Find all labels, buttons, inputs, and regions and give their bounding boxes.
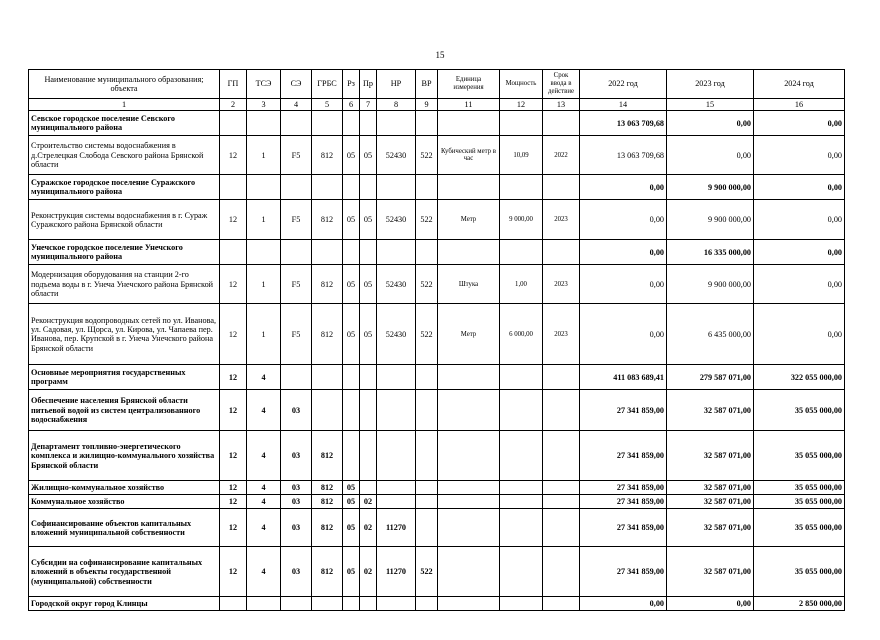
table-cell bbox=[416, 365, 438, 390]
table-cell: 05 bbox=[343, 495, 360, 509]
table-cell bbox=[377, 431, 416, 481]
table-cell: 1 bbox=[247, 136, 281, 175]
table-cell: 12 bbox=[220, 481, 247, 495]
table-cell bbox=[220, 597, 247, 611]
row-name-cell: Жилищно-коммунальное хозяйство bbox=[29, 481, 220, 495]
table-row bbox=[29, 304, 845, 365]
table-cell bbox=[247, 240, 281, 265]
table-cell bbox=[343, 597, 360, 611]
row-name-cell: Севское городское поселение Севского муниципального района bbox=[29, 111, 220, 136]
table-cell: 27 341 859,00 bbox=[580, 509, 667, 547]
table-cell: 4 bbox=[247, 547, 281, 597]
table-cell bbox=[247, 597, 281, 611]
table-cell bbox=[360, 240, 377, 265]
table-cell: Кубический метр в час bbox=[438, 136, 500, 175]
table-cell: 02 bbox=[360, 509, 377, 547]
table-cell: F5 bbox=[281, 136, 312, 175]
table-cell: 2 850 000,00 bbox=[754, 597, 845, 611]
table-cell: 03 bbox=[281, 481, 312, 495]
row-name-cell: Суражское городское поселение Суражского муниципального района bbox=[29, 175, 220, 200]
table-cell: 2023 bbox=[543, 304, 580, 365]
table-cell bbox=[416, 481, 438, 495]
column-index: 6 bbox=[343, 99, 360, 111]
table-cell: 27 341 859,00 bbox=[580, 390, 667, 431]
table-cell bbox=[360, 481, 377, 495]
column-index: 5 bbox=[312, 99, 343, 111]
table-cell: 0,00 bbox=[580, 200, 667, 240]
table-cell: 0,00 bbox=[754, 304, 845, 365]
table-cell: 4 bbox=[247, 509, 281, 547]
table-cell: 05 bbox=[360, 265, 377, 304]
table-cell: 35 055 000,00 bbox=[754, 547, 845, 597]
table-cell bbox=[438, 547, 500, 597]
column-index: 16 bbox=[754, 99, 845, 111]
table-cell bbox=[438, 365, 500, 390]
table-cell bbox=[377, 390, 416, 431]
header-cell: Рз bbox=[343, 70, 360, 99]
table-row bbox=[29, 136, 845, 175]
table-cell: 16 335 000,00 bbox=[667, 240, 754, 265]
table-cell: 05 bbox=[343, 200, 360, 240]
table-cell: 05 bbox=[360, 200, 377, 240]
table-cell bbox=[220, 111, 247, 136]
table-cell: 0,00 bbox=[754, 265, 845, 304]
table-cell: 322 055 000,00 bbox=[754, 365, 845, 390]
table-cell bbox=[416, 240, 438, 265]
table-cell: 52430 bbox=[377, 304, 416, 365]
table-cell: 0,00 bbox=[754, 175, 845, 200]
table-row bbox=[29, 509, 845, 547]
table-cell: 0,00 bbox=[580, 304, 667, 365]
table-cell bbox=[281, 111, 312, 136]
table-cell: 522 bbox=[416, 547, 438, 597]
table-cell: 812 bbox=[312, 481, 343, 495]
table-cell: 1 bbox=[247, 304, 281, 365]
table-cell: 9 000,00 bbox=[500, 200, 543, 240]
table-cell: 10,09 bbox=[500, 136, 543, 175]
table-cell bbox=[416, 495, 438, 509]
header-row bbox=[29, 70, 845, 99]
table-cell bbox=[438, 597, 500, 611]
table-cell: 812 bbox=[312, 304, 343, 365]
table-cell: 27 341 859,00 bbox=[580, 481, 667, 495]
table-cell bbox=[500, 111, 543, 136]
table-cell bbox=[416, 431, 438, 481]
table-cell bbox=[543, 390, 580, 431]
table-cell: 12 bbox=[220, 547, 247, 597]
table-cell bbox=[281, 175, 312, 200]
table-cell: 4 bbox=[247, 390, 281, 431]
table-cell bbox=[343, 240, 360, 265]
table-cell: 03 bbox=[281, 390, 312, 431]
column-index: 11 bbox=[438, 99, 500, 111]
table-cell: 12 bbox=[220, 200, 247, 240]
table-cell: 12 bbox=[220, 495, 247, 509]
row-name-cell: Реконструкция водопроводных сетей по ул. Иванова, ул. Садовая, ул. Щорса, ул. Кирова, ул. Чапаева пер. Иванова, пер. Крупской в г. Унеча Унечского района Брянской области bbox=[29, 304, 220, 365]
table-cell: 812 bbox=[312, 431, 343, 481]
table-cell bbox=[438, 111, 500, 136]
table-cell bbox=[500, 240, 543, 265]
table-cell bbox=[281, 240, 312, 265]
table-cell: 2022 bbox=[543, 136, 580, 175]
page-number: 15 bbox=[435, 50, 445, 60]
table-cell: 12 bbox=[220, 265, 247, 304]
table-cell: 0,00 bbox=[754, 111, 845, 136]
table-cell bbox=[438, 175, 500, 200]
budget-table bbox=[28, 69, 845, 611]
table-cell bbox=[500, 597, 543, 611]
row-name-cell: Обеспечение населения Брянской области питьевой водой из систем централизованного водоснабжения bbox=[29, 390, 220, 431]
table-cell bbox=[360, 597, 377, 611]
row-name-cell: Коммунальное хозяйство bbox=[29, 495, 220, 509]
table-cell bbox=[377, 111, 416, 136]
table-cell bbox=[500, 547, 543, 597]
table-cell bbox=[343, 111, 360, 136]
table-cell: 0,00 bbox=[667, 111, 754, 136]
row-name-cell: Софинансирование объектов капитальных вложений муниципальной собственности bbox=[29, 509, 220, 547]
table-cell: 05 bbox=[343, 304, 360, 365]
table-cell bbox=[500, 365, 543, 390]
column-index: 1 bbox=[29, 99, 220, 111]
table-cell: 4 bbox=[247, 495, 281, 509]
table-cell: 13 063 709,68 bbox=[580, 136, 667, 175]
table-cell bbox=[312, 390, 343, 431]
table-cell bbox=[543, 547, 580, 597]
table-cell: 9 900 000,00 bbox=[667, 265, 754, 304]
header-cell: Наименование муниципального образования; объекта bbox=[29, 70, 220, 99]
table-cell bbox=[500, 175, 543, 200]
table-row bbox=[29, 111, 845, 136]
header-cell: ТСЭ bbox=[247, 70, 281, 99]
table-cell: 03 bbox=[281, 547, 312, 597]
table-cell: 12 bbox=[220, 431, 247, 481]
table-cell: 12 bbox=[220, 136, 247, 175]
table-cell: 03 bbox=[281, 495, 312, 509]
table-cell bbox=[500, 509, 543, 547]
header-cell: НР bbox=[377, 70, 416, 99]
table-cell bbox=[543, 495, 580, 509]
table-cell bbox=[543, 431, 580, 481]
table-cell: 0,00 bbox=[754, 200, 845, 240]
table-cell bbox=[500, 495, 543, 509]
header-cell: ВР bbox=[416, 70, 438, 99]
table-cell: 05 bbox=[343, 509, 360, 547]
table-cell bbox=[500, 390, 543, 431]
table-cell: 9 900 000,00 bbox=[667, 175, 754, 200]
table-cell: 4 bbox=[247, 431, 281, 481]
table-cell: 812 bbox=[312, 547, 343, 597]
row-name-cell: Субсидии на софинансирование капитальных вложений в объекты государственной (муниципальной) собственности bbox=[29, 547, 220, 597]
table-cell bbox=[500, 481, 543, 495]
table-row bbox=[29, 495, 845, 509]
row-name-cell: Реконструкция системы водоснабжения в г. Сураж Суражского района Брянской области bbox=[29, 200, 220, 240]
table-cell bbox=[377, 495, 416, 509]
table-cell: 32 587 071,00 bbox=[667, 390, 754, 431]
table-cell bbox=[377, 240, 416, 265]
table-cell: 812 bbox=[312, 509, 343, 547]
table-cell: 05 bbox=[343, 481, 360, 495]
column-index: 2 bbox=[220, 99, 247, 111]
table-cell bbox=[416, 111, 438, 136]
row-name-cell: Городской округ город Клинцы bbox=[29, 597, 220, 611]
table-row bbox=[29, 240, 845, 265]
table-cell: 32 587 071,00 bbox=[667, 481, 754, 495]
table-cell: 12 bbox=[220, 365, 247, 390]
header-cell: Срок ввода в действие bbox=[543, 70, 580, 99]
table-cell: 32 587 071,00 bbox=[667, 547, 754, 597]
table-cell bbox=[360, 390, 377, 431]
table-row bbox=[29, 200, 845, 240]
table-cell: 32 587 071,00 bbox=[667, 495, 754, 509]
table-cell: 0,00 bbox=[580, 175, 667, 200]
table-cell bbox=[377, 175, 416, 200]
table-cell: Метр bbox=[438, 200, 500, 240]
table-row bbox=[29, 431, 845, 481]
table-cell bbox=[312, 597, 343, 611]
table-row bbox=[29, 547, 845, 597]
header-cell: 2023 год bbox=[667, 70, 754, 99]
header-cell: Единица измерения bbox=[438, 70, 500, 99]
table-cell: 812 bbox=[312, 200, 343, 240]
column-index: 12 bbox=[500, 99, 543, 111]
table-row bbox=[29, 481, 845, 495]
table-row bbox=[29, 175, 845, 200]
table-cell bbox=[416, 175, 438, 200]
table-cell bbox=[416, 597, 438, 611]
header-cell: ГП bbox=[220, 70, 247, 99]
table-cell: 4 bbox=[247, 481, 281, 495]
table-cell: 05 bbox=[360, 304, 377, 365]
column-index-row bbox=[29, 99, 845, 111]
table-cell: 812 bbox=[312, 265, 343, 304]
table-cell: 1,00 bbox=[500, 265, 543, 304]
table-cell: 32 587 071,00 bbox=[667, 509, 754, 547]
column-index: 14 bbox=[580, 99, 667, 111]
table-cell bbox=[377, 481, 416, 495]
table-cell: F5 bbox=[281, 200, 312, 240]
table-cell bbox=[543, 111, 580, 136]
table-cell bbox=[247, 111, 281, 136]
table-cell: 11270 bbox=[377, 509, 416, 547]
table-cell: 05 bbox=[343, 136, 360, 175]
table-cell: 522 bbox=[416, 136, 438, 175]
table-cell bbox=[220, 240, 247, 265]
table-cell: 0,00 bbox=[754, 240, 845, 265]
table-cell: 35 055 000,00 bbox=[754, 509, 845, 547]
table-cell: 812 bbox=[312, 495, 343, 509]
table-cell bbox=[343, 365, 360, 390]
header-cell: 2022 год bbox=[580, 70, 667, 99]
table-cell bbox=[438, 481, 500, 495]
table-cell: 52430 bbox=[377, 265, 416, 304]
table-cell: 27 341 859,00 bbox=[580, 431, 667, 481]
table-cell: 0,00 bbox=[667, 597, 754, 611]
table-cell: 1 bbox=[247, 200, 281, 240]
table-cell bbox=[247, 175, 281, 200]
table-cell: 1 bbox=[247, 265, 281, 304]
row-name-cell: Унечское городское поселение Унечского муниципального района bbox=[29, 240, 220, 265]
table-cell: 52430 bbox=[377, 200, 416, 240]
table-cell: 812 bbox=[312, 136, 343, 175]
table-cell: 12 bbox=[220, 304, 247, 365]
table-cell: 35 055 000,00 bbox=[754, 481, 845, 495]
header-cell: Мощность bbox=[500, 70, 543, 99]
table-cell: 0,00 bbox=[754, 136, 845, 175]
table-cell bbox=[220, 175, 247, 200]
table-cell: 32 587 071,00 bbox=[667, 431, 754, 481]
column-index: 3 bbox=[247, 99, 281, 111]
table-cell: 6 435 000,00 bbox=[667, 304, 754, 365]
table-cell bbox=[360, 111, 377, 136]
table-cell bbox=[360, 431, 377, 481]
table-cell: 02 bbox=[360, 547, 377, 597]
table-cell: 02 bbox=[360, 495, 377, 509]
row-name-cell: Модернизация оборудования на станции 2-го подъема воды в г. Унеча Унечского района Брянской области bbox=[29, 265, 220, 304]
table-cell bbox=[438, 431, 500, 481]
table-cell: 411 083 689,41 bbox=[580, 365, 667, 390]
table-cell bbox=[500, 431, 543, 481]
table-cell bbox=[543, 509, 580, 547]
table-cell: 522 bbox=[416, 200, 438, 240]
table-cell bbox=[343, 390, 360, 431]
table-cell: 0,00 bbox=[580, 240, 667, 265]
table-cell bbox=[360, 365, 377, 390]
table-cell bbox=[312, 175, 343, 200]
table-cell: 2023 bbox=[543, 200, 580, 240]
table-cell: 05 bbox=[360, 136, 377, 175]
table-cell: Метр bbox=[438, 304, 500, 365]
table-cell: 0,00 bbox=[667, 136, 754, 175]
table-row bbox=[29, 265, 845, 304]
table-cell bbox=[377, 365, 416, 390]
table-cell bbox=[438, 509, 500, 547]
table-cell: 9 900 000,00 bbox=[667, 200, 754, 240]
table-cell: 0,00 bbox=[580, 265, 667, 304]
table-cell: 12 bbox=[220, 509, 247, 547]
table-row bbox=[29, 365, 845, 390]
table-cell bbox=[543, 597, 580, 611]
column-index: 15 bbox=[667, 99, 754, 111]
table-cell: 27 341 859,00 bbox=[580, 495, 667, 509]
table-cell bbox=[281, 597, 312, 611]
column-index: 4 bbox=[281, 99, 312, 111]
table-cell: 03 bbox=[281, 509, 312, 547]
table-cell bbox=[543, 240, 580, 265]
header-cell: 2024 год bbox=[754, 70, 845, 99]
row-name-cell: Основные мероприятия государственных программ bbox=[29, 365, 220, 390]
header-cell: Пр bbox=[360, 70, 377, 99]
table-cell: 0,00 bbox=[580, 597, 667, 611]
table-cell: 35 055 000,00 bbox=[754, 431, 845, 481]
table-cell: 6 000,00 bbox=[500, 304, 543, 365]
row-name-cell: Департамент топливно-энергетического комплекса и жилищно-коммунального хозяйства Брянской области bbox=[29, 431, 220, 481]
table-row bbox=[29, 390, 845, 431]
row-name-cell: Строительство системы водоснабжения в д.Стрелецкая Слобода Севского района Брянской области bbox=[29, 136, 220, 175]
table-cell bbox=[543, 175, 580, 200]
table-cell bbox=[416, 390, 438, 431]
table-cell: 13 063 709,68 bbox=[580, 111, 667, 136]
table-cell: 12 bbox=[220, 390, 247, 431]
table-cell: 35 055 000,00 bbox=[754, 495, 845, 509]
table-cell: 03 bbox=[281, 431, 312, 481]
table-cell bbox=[312, 365, 343, 390]
column-index: 8 bbox=[377, 99, 416, 111]
table-cell bbox=[543, 481, 580, 495]
table-cell: F5 bbox=[281, 304, 312, 365]
header-cell: СЭ bbox=[281, 70, 312, 99]
table-cell bbox=[312, 111, 343, 136]
table-cell: F5 bbox=[281, 265, 312, 304]
table-cell: 522 bbox=[416, 265, 438, 304]
table-cell bbox=[312, 240, 343, 265]
table-cell: Штука bbox=[438, 265, 500, 304]
table-cell bbox=[377, 597, 416, 611]
table-cell bbox=[360, 175, 377, 200]
table-cell bbox=[438, 495, 500, 509]
table-cell: 522 bbox=[416, 304, 438, 365]
table-cell: 05 bbox=[343, 265, 360, 304]
table-row bbox=[29, 597, 845, 611]
table-cell bbox=[343, 431, 360, 481]
column-index: 9 bbox=[416, 99, 438, 111]
table-cell: 279 587 071,00 bbox=[667, 365, 754, 390]
table-cell: 52430 bbox=[377, 136, 416, 175]
table-cell bbox=[438, 390, 500, 431]
table-cell: 4 bbox=[247, 365, 281, 390]
column-index: 13 bbox=[543, 99, 580, 111]
table-body bbox=[29, 111, 845, 611]
table-cell: 2023 bbox=[543, 265, 580, 304]
column-index: 7 bbox=[360, 99, 377, 111]
table-cell bbox=[543, 365, 580, 390]
header-cell: ГРБС bbox=[312, 70, 343, 99]
table-cell bbox=[281, 365, 312, 390]
table-cell bbox=[438, 240, 500, 265]
table-cell bbox=[416, 509, 438, 547]
table-cell: 05 bbox=[343, 547, 360, 597]
table-cell: 27 341 859,00 bbox=[580, 547, 667, 597]
table-cell: 11270 bbox=[377, 547, 416, 597]
table-cell bbox=[343, 175, 360, 200]
table-cell: 35 055 000,00 bbox=[754, 390, 845, 431]
